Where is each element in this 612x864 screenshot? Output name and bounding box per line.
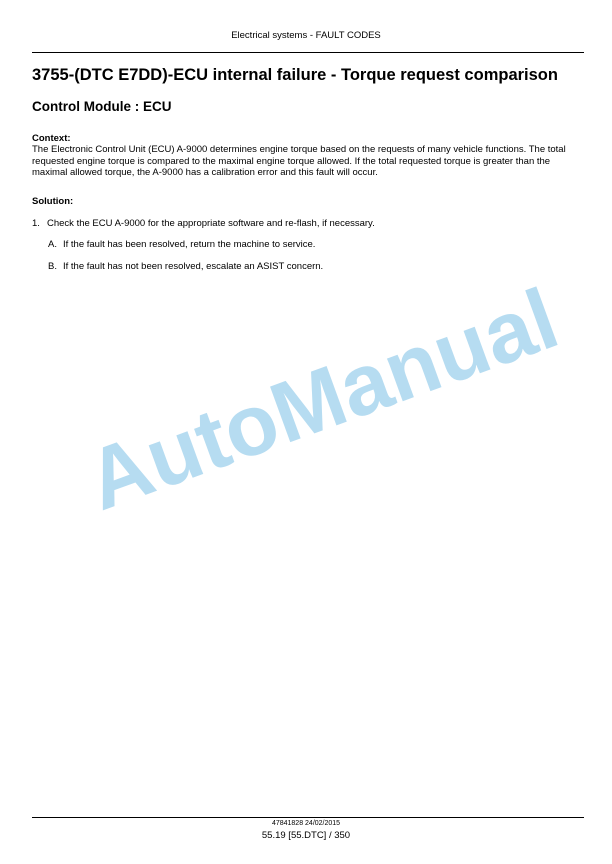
control-module-heading: Control Module : ECU bbox=[32, 99, 172, 114]
footer-divider bbox=[32, 817, 584, 818]
solution-substep-b bbox=[48, 261, 323, 272]
document-code: 47841828 24/02/2015 bbox=[271, 820, 341, 827]
substep-text: If the fault has been resolved, return the machine to service. bbox=[63, 239, 316, 250]
step-text: Check the ECU A-9000 for the appropriate software and re-flash, if necessary. bbox=[47, 218, 375, 229]
substep-letter: A. bbox=[48, 239, 57, 250]
page-number: 55.19 [55.DTC] / 350 bbox=[261, 830, 351, 841]
step-number: 1. bbox=[32, 218, 40, 229]
context-text: The Electronic Control Unit (ECU) A-9000 determines engine torque based on the requests of many vehicle functions. The total requested engine torque is compared to the maximal engine torque allowed. If the total requested torque is greater than the maximal allowed torque, the A-9000 has a calibration error and this fault will occur. bbox=[32, 144, 566, 178]
header-divider bbox=[32, 52, 584, 53]
substep-letter: B. bbox=[48, 261, 57, 272]
page-title: 3755-(DTC E7DD)-ECU internal failure - Torque request comparison bbox=[32, 66, 558, 84]
context-label: Context: bbox=[32, 133, 71, 144]
solution-label: Solution: bbox=[32, 196, 74, 207]
watermark-text: AutoManual bbox=[74, 270, 570, 529]
page-header: Electrical systems - FAULT CODES bbox=[231, 30, 381, 41]
automanual-watermark bbox=[55, 200, 575, 560]
substep-text: If the fault has not been resolved, escalate an ASIST concern. bbox=[63, 261, 324, 272]
solution-substep-a bbox=[48, 239, 315, 250]
solution-step-1 bbox=[32, 218, 375, 229]
